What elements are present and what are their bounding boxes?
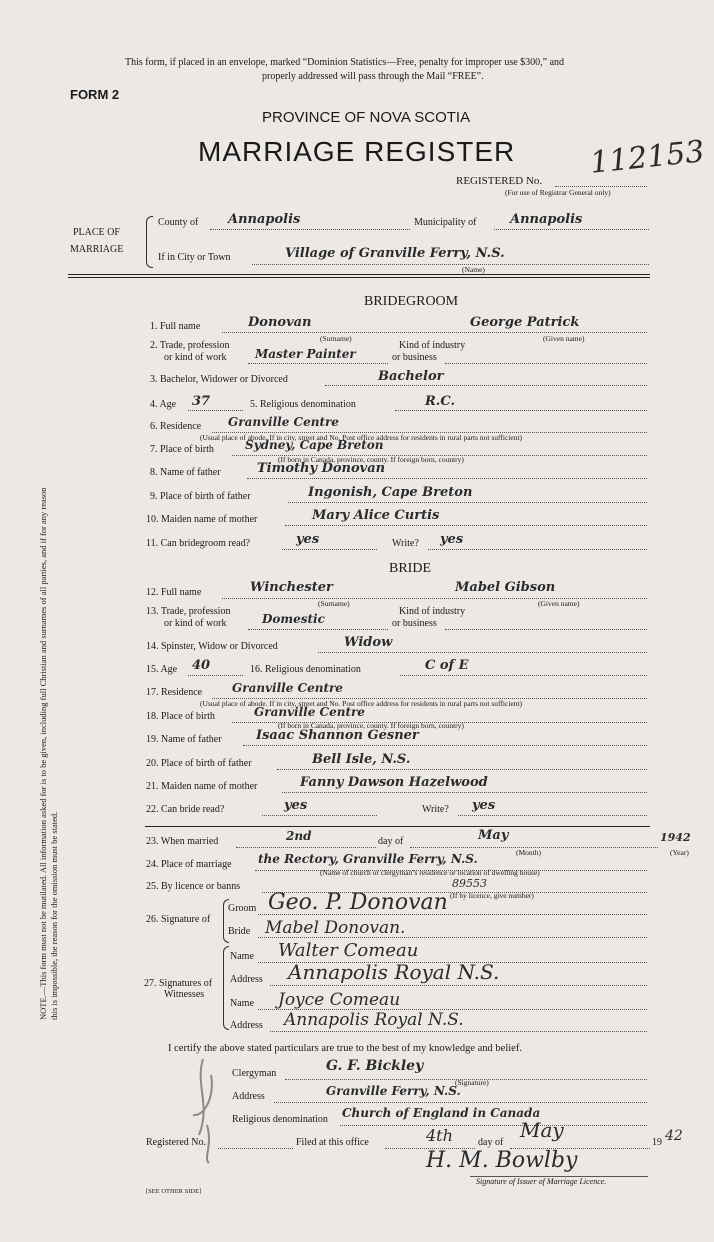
bride-trade-label-a: 13. Trade, profession (146, 606, 231, 617)
when-married-label: 23. When married (146, 836, 219, 847)
bride-write-label: Write? (422, 804, 449, 815)
groom-age-label: 4. Age (150, 399, 177, 410)
groom-religion-label: 5. Religious denomination (250, 399, 356, 410)
married-day: 2nd (286, 829, 312, 843)
province-heading: PROVINCE OF NOVA SCOTIA (262, 109, 471, 126)
married-month-note: (Month) (516, 848, 541, 857)
bride-industry-label-a: Kind of industry (399, 606, 466, 617)
filed-month: May (520, 1118, 564, 1142)
municipality-label: Municipality of (414, 217, 477, 228)
filed-year: 42 (665, 1128, 683, 1144)
groom-status-label: 3. Bachelor, Widower or Divorced (150, 374, 288, 385)
bride-heading: BRIDE (389, 561, 431, 576)
bridegroom-heading: BRIDEGROOM (364, 294, 459, 309)
groom-trade-value: Master Painter (255, 347, 356, 361)
w1-name-label: Name (230, 951, 254, 962)
licence-label: 25. By licence or banns (146, 881, 241, 892)
bride-residence-label: 17. Residence (146, 687, 203, 698)
married-month: May (478, 828, 509, 843)
married-year: 1942 (660, 831, 691, 844)
bride-status-value: Widow (344, 635, 393, 650)
filed-day-of-label: day of (478, 1137, 504, 1148)
groom-father-label: 8. Name of father (150, 467, 221, 478)
place-of-marriage-value: the Rectory, Granville Ferry, N.S. (258, 852, 478, 866)
postal-notice-line1: This form, if placed in an envelope, marked “Dominion Statistics—Free, penalty for improper use $300,” and (125, 57, 565, 68)
filed-day: 4th (426, 1126, 453, 1145)
registered-no-label: REGISTERED No. (456, 175, 543, 187)
bride-father-birth-value: Bell Isle, N.S. (312, 752, 411, 767)
groom-given-note: (Given name) (543, 334, 585, 343)
groom-industry-label-a: Kind of industry (399, 340, 466, 351)
w2-name-label: Name (230, 998, 254, 1009)
licence-note: (If by licence, give number) (450, 891, 534, 900)
signature-of-label: 26. Signature of (146, 914, 211, 925)
witnesses-label-b: Witnesses (164, 989, 205, 1000)
groom-status-value: Bachelor (378, 369, 444, 384)
groom-birth-note: (If born in Canada, province, county. If foreign born, country) (278, 455, 464, 464)
groom-mother-label: 10. Maiden name of mother (146, 514, 258, 525)
bride-trade-value: Domestic (262, 612, 325, 626)
w2-address-label: Address (230, 1020, 263, 1031)
groom-given-name: George Patrick (470, 315, 580, 330)
bride-religion-label: 16. Religious denomination (250, 664, 361, 675)
w1-address-label: Address (230, 974, 263, 985)
city-name-note: (Name) (462, 265, 485, 274)
groom-birth-label: 7. Place of birth (150, 444, 214, 455)
bride-father-birth-label: 20. Place of birth of father (146, 758, 252, 769)
groom-write-label: Write? (392, 538, 419, 549)
clergyman-label: Clergyman (232, 1068, 277, 1079)
married-day-of-label: day of (378, 836, 404, 847)
groom-read-value: yes (296, 532, 320, 547)
groom-father-value: Timothy Donovan (257, 461, 386, 476)
page-title: MARRIAGE REGISTER (198, 136, 516, 167)
groom-age-value: 37 (192, 394, 211, 409)
groom-father-birth-label: 9. Place of birth of father (150, 491, 251, 502)
married-year-note: (Year) (670, 848, 689, 857)
bride-surname: Winchester (250, 580, 333, 595)
bride-religion-value: C of E (425, 658, 469, 673)
bride-father-label: 19. Name of father (146, 734, 222, 745)
bride-status-label: 14. Spinster, Widow or Divorced (146, 641, 278, 652)
clergyman-address: Granville Ferry, N.S. (326, 1084, 461, 1098)
clergyman-signature: G. F. Bickley (326, 1058, 424, 1074)
licence-number: 89553 (452, 877, 487, 890)
bride-age-value: 40 (192, 658, 211, 673)
place-label-1: PLACE OF (73, 227, 120, 238)
bride-father-value: Isaac Shannon Gesner (256, 728, 419, 743)
bride-residence-note: (Usual place of abode. If in city, street and No. Post office address for residents in rural parts not sufficient) (200, 699, 523, 708)
bride-read-value: yes (284, 798, 308, 813)
city-value: Village of Granville Ferry, N.S. (285, 246, 505, 261)
bride-signature: Mabel Donovan. (265, 918, 406, 938)
registered-no-note: (For use of Registrar General only) (505, 188, 611, 197)
bride-sig-label: Bride (228, 926, 251, 937)
witness1-address: Annapolis Royal N.S. (288, 960, 500, 984)
bride-birth-note: (If born in Canada, province, county. If foreign born, country) (278, 721, 464, 730)
bride-mother-value: Fanny Dawson Hazelwood (300, 775, 488, 790)
groom-surname: Donovan (248, 315, 312, 330)
groom-surname-note: (Surname) (320, 334, 352, 343)
place-of-marriage-label: 24. Place of marriage (146, 859, 232, 870)
bride-birth-label: 18. Place of birth (146, 711, 215, 722)
bride-industry-label-b: or business (392, 618, 437, 629)
county-value: Annapolis (228, 212, 301, 227)
witnesses-label-a: 27. Signatures of (144, 978, 213, 989)
clergyman-signature-note: (Signature) (455, 1078, 489, 1087)
county-label: County of (158, 217, 199, 228)
issuer-signature-note: Signature of Issuer of Marriage Licence. (476, 1177, 607, 1186)
place-label-2: MARRIAGE (70, 244, 124, 255)
clergyman-address-label: Address (232, 1091, 265, 1102)
form-label: FORM 2 (70, 87, 120, 102)
groom-industry-label-b: or business (392, 352, 437, 363)
groom-father-birth-value: Ingonish, Cape Breton (308, 485, 473, 500)
certification-statement: I certify the above stated particulars are true to the best of my knowledge and belief. (168, 1043, 522, 1054)
groom-trade-label-a: 2. Trade, profession (150, 340, 230, 351)
groom-religion-value: R.C. (425, 394, 455, 409)
postal-notice-line2: properly addressed will pass through the Mail “FREE”. (262, 71, 484, 82)
groom-sig-label: Groom (228, 903, 257, 914)
groom-birth-value: Sydney, Cape Breton (245, 438, 384, 452)
groom-full-name-label: 1. Full name (150, 321, 201, 332)
see-other-side: [SEE OTHER SIDE] (146, 1188, 202, 1195)
groom-signature: Geo. P. Donovan (268, 890, 448, 915)
city-label: If in City or Town (158, 252, 231, 263)
groom-residence-value: Granville Centre (228, 415, 339, 429)
bride-residence-value: Granville Centre (232, 681, 343, 695)
filed-label: Filed at this office (296, 1137, 369, 1148)
registered-no-bottom-label: Registered No. (146, 1137, 206, 1148)
bride-read-label: 22. Can bride read? (146, 804, 225, 815)
bride-given-name: Mabel Gibson (455, 580, 556, 595)
witness2-name: Joyce Comeau (278, 990, 401, 1010)
bride-trade-label-b: or kind of work (164, 618, 227, 629)
witness1-name: Walter Comeau (278, 940, 419, 961)
bride-birth-value: Granville Centre (254, 705, 365, 719)
bride-surname-note: (Surname) (318, 599, 350, 608)
groom-read-label: 11. Can bridegroom read? (146, 538, 251, 549)
bride-full-name-label: 12. Full name (146, 587, 202, 598)
groom-mother-value: Mary Alice Curtis (312, 508, 440, 523)
issuer-signature: H. M. Bowlby (426, 1148, 578, 1173)
municipality-value: Annapolis (510, 212, 583, 227)
register-number: 112153 (588, 134, 707, 181)
filed-year-prefix: 19 (652, 1137, 662, 1148)
bride-mother-label: 21. Maiden name of mother (146, 781, 258, 792)
groom-residence-note: (Usual place of abode. If in city, street and No. Post office address for residents in rural parts not sufficient) (200, 433, 523, 442)
initials-mark (185, 1055, 225, 1165)
groom-write-value: yes (440, 532, 464, 547)
witness2-address: Annapolis Royal N.S. (284, 1010, 464, 1030)
bride-write-value: yes (472, 798, 496, 813)
groom-residence-label: 6. Residence (150, 421, 202, 432)
bride-given-note: (Given name) (538, 599, 580, 608)
clergy-denomination-label: Religious denomination (232, 1114, 328, 1125)
place-of-marriage-note: (Name of church or clergyman’s residence or location of dwelling house) (320, 868, 540, 877)
clergy-denomination: Church of England in Canada (342, 1106, 541, 1120)
bride-age-label: 15. Age (146, 664, 178, 675)
groom-trade-label-b: or kind of work (164, 352, 227, 363)
side-note: NOTE.—This form must not be mutilated. All information asked for is to be given, including full Christian and surnames of all parties, and if for any reason this is impossible, the reason for the omission must be stated. (38, 487, 59, 1020)
